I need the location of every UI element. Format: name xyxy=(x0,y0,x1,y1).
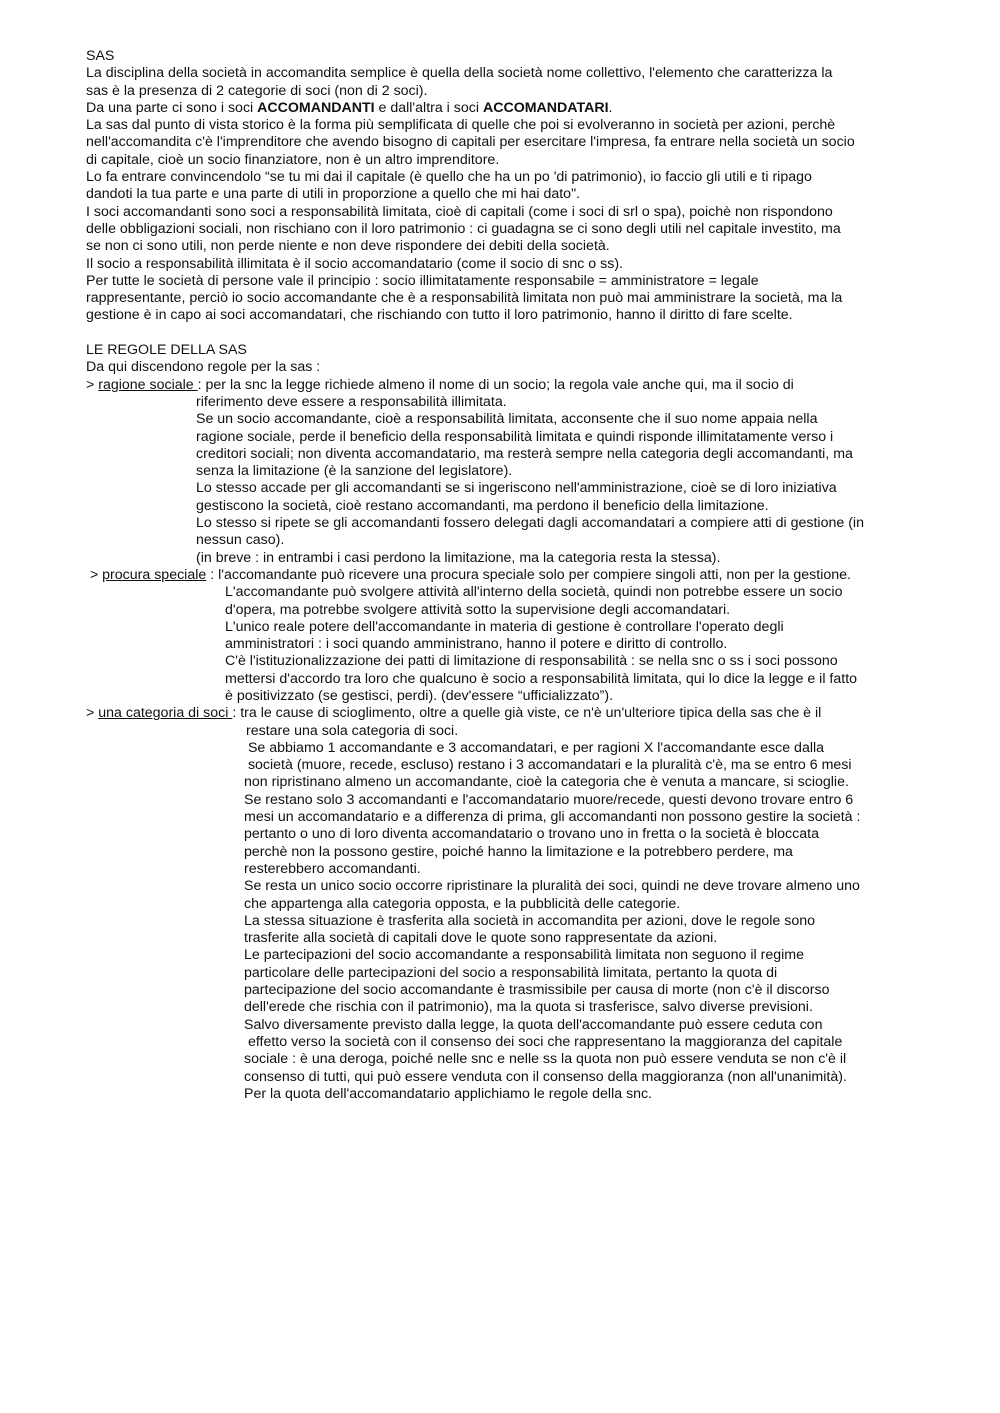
rule-text: : l'accomandante può ricevere una procura speciale solo per compiere singoli atti, non per la gestione. xyxy=(206,566,851,583)
indented-line: particolare delle partecipazioni del socio a responsabilità limitata, pertanto la quota di xyxy=(244,964,778,981)
indented-line: sociale : è una deroga, poiché nelle snc e nelle ss la quota non può essere venduta se non c'è il xyxy=(244,1051,847,1068)
paragraph-line: I soci accomandanti sono soci a responsabilità limitata, cioè di capitali (come i soci di srl o spa), poichè non rispondono xyxy=(86,203,833,220)
indented-line: Salvo diversamente previsto dalla legge, la quota dell'accomandante può essere ceduta con xyxy=(244,1016,823,1033)
paragraph-line: se non ci sono utili, non perde niente e non deve rispondere dei debiti della società. xyxy=(86,238,610,255)
text-fragment: Da una parte ci sono i soci xyxy=(86,99,258,116)
blank-line xyxy=(86,325,916,342)
indented-line: non ripristinano almeno un accomandante, cioè la categoria che è venuta a mancare, si scioglie. xyxy=(244,774,849,791)
indented-line: Se restano solo 3 accomandanti e l'accomandatario muore/recede, questi devono trovare entro 6 xyxy=(244,791,854,808)
rule-ragione-sociale xyxy=(86,377,916,394)
rule-marker: > xyxy=(86,566,103,583)
indented-line: resterebbero accomandanti. xyxy=(244,860,421,877)
rule-text: : tra le cause di scioglimento, oltre a quelle già viste, ce n'è un'ulteriore tipica della sas che è il xyxy=(232,705,822,722)
rule-text: : per la snc la legge richiede almeno il nome di un socio; la regola vale anche qui, ma il socio di xyxy=(197,376,794,393)
paragraph-line: Il socio a responsabilità illimitata è il socio accomandatario (come il socio di snc o ss). xyxy=(86,255,623,272)
paragraph-line: delle obbligazioni sociali, non rischiano con il loro patrimonio : ci guadagna se ci sono degli utili nel capitale investito, ma xyxy=(86,220,841,237)
indented-line: gestiscono la società, cioè restano accomandanti, ma perdono il beneficio della limitazione. xyxy=(196,497,769,514)
indented-line: C'è l'istituzionalizzazione dei patti di limitazione di responsabilità : se nella snc o ss i soci possono xyxy=(225,653,838,670)
indented-line: Lo stesso accade per gli accomandanti se si ingeriscono nell'amministrazione, cioè se di loro iniziativa xyxy=(196,480,837,497)
indented-line: pertanto o uno di loro diventa accomandatario o trovano uno in fretta o la società è bloccata xyxy=(244,826,819,843)
indented-line: ragione sociale, perde il beneficio della responsabilità limitata e quindi risponde illimitatamente verso i xyxy=(196,428,834,445)
bold-term-accomandanti: ACCOMANDANTI xyxy=(257,99,375,116)
paragraph-line: sas è la presenza di 2 categorie di soci (non di 2 soci). xyxy=(86,82,428,99)
indented-line: La stessa situazione è trasferita alla società in accomandita per azioni, dove le regole sono xyxy=(244,912,815,929)
indented-line: effetto verso la società con il consenso dei soci che rappresentano la maggioranza del capitale xyxy=(244,1033,843,1050)
paragraph-line: gestione è in capo ai soci accomandatari, che rischiando con tutto il loro patrimonio, hanno il diritto di fare scelte. xyxy=(86,307,793,324)
rule-label-procura-speciale: procura speciale xyxy=(102,566,207,583)
rule-label-una-categoria: una categoria di soci xyxy=(98,705,233,722)
indented-line: Le partecipazioni del socio accomandante a responsabilità limitata non seguono il regime xyxy=(244,947,804,964)
section-intro: Da qui discendono regole per la sas : xyxy=(86,359,321,376)
bold-term-accomandatari: ACCOMANDATARI xyxy=(482,99,609,116)
section-title-sas: SAS xyxy=(86,48,115,64)
document-page xyxy=(86,48,916,1103)
paragraph-line: La disciplina della società in accomandita semplice è quella della società nome collettivo, l'elemento che caratterizza la xyxy=(86,65,833,82)
indented-line: restare una sola categoria di soci. xyxy=(246,722,459,739)
rule-marker: > xyxy=(86,705,99,722)
indented-line: perchè non la possono gestire, poiché hanno la limitazione e la potrebbero perdere, ma xyxy=(244,843,793,860)
paragraph-line: Lo fa entrare convincendolo “se tu mi dai il capitale (è quello che ha un po 'di patrimonio), io faccio gli utili e ti ripago xyxy=(86,169,812,186)
rule-una-categoria xyxy=(86,705,916,722)
indented-line: L'unico reale potere dell'accomandante in materia di gestione è controllare l'operato degli xyxy=(225,618,784,635)
indented-line: partecipazione del socio accomandante è trasmissibile per causa di morte (non c'è il discorso xyxy=(244,982,830,999)
paragraph-line: dandoti la tua parte e una parte di utili in proporzione a quello che mi hai dato". xyxy=(86,186,581,203)
paragraph-line-categories xyxy=(86,100,916,117)
rule-marker: > xyxy=(86,376,99,393)
paragraph-line: La sas dal punto di vista storico è la forma più semplificata di quelle che poi si evolveranno in società per azioni, perchè xyxy=(86,117,836,134)
section-title-regole: LE REGOLE DELLA SAS xyxy=(86,342,247,359)
indented-line: Lo stesso si ripete se gli accomandanti fossero delegati dagli accomandatari a compiere atti di gestione (in xyxy=(196,515,864,532)
indented-line: trasferite alla società di capitali dove le quote sono rappresentate da azioni. xyxy=(244,930,718,947)
indented-line: Se un socio accomandante, cioè a responsabilità limitata, acconsente che il suo nome appaia nella xyxy=(196,411,818,428)
text-fragment: . xyxy=(608,99,613,116)
indented-line: Per la quota dell'accomandatario applichiamo le regole della snc. xyxy=(244,1085,653,1102)
indented-line: Se abbiamo 1 accomandante e 3 accomandatari, e per ragioni X l'accomandante esce dalla xyxy=(244,739,825,756)
indented-line: che appartenga alla categoria opposta, e la pubblicità delle categorie. xyxy=(244,895,681,912)
paragraph-line: Per tutte le società di persone vale il principio : socio illimitatamente responsabile = amministratore = legale xyxy=(86,272,759,289)
paragraph-line: rappresentante, perciò io socio accomandante che è a responsabilità limitata non può mai amministrare la società, ma la xyxy=(86,290,843,307)
indented-line: nessun caso). xyxy=(196,532,285,549)
indented-line: mesi un accomandatario e a differenza di prima, gli accomandanti non possono gestire la società : xyxy=(244,809,861,826)
paragraph-line: di capitale, cioè un socio finanziatore, non è un altro imprenditore. xyxy=(86,151,500,168)
indented-line: consenso di tutti, qui può essere venduta con il consenso della maggioranza (non all'unanimità). xyxy=(244,1068,847,1085)
indented-line: mettersi d'accordo tra loro che qualcuno è socio a responsabilità limitata, qui lo dice la legge e il fatto xyxy=(225,670,858,687)
rule-label-ragione-sociale: ragione sociale xyxy=(98,376,198,393)
indented-line: società (muore, recede, escluso) restano i 3 accomandatari e la pluralità c'è, ma se entro 6 mesi xyxy=(244,757,852,774)
indented-line: riferimento deve essere a responsabilità illimitata. xyxy=(196,393,507,410)
text-fragment: e dall'altra i soci xyxy=(374,99,483,116)
indented-line: (in breve : in entrambi i casi perdono la limitazione, ma la categoria resta la stessa). xyxy=(196,549,721,566)
indented-line: è positivizzato (se gestisci, perdi). (dev'essere “ufficializzato”). xyxy=(225,687,614,704)
rule-procura-speciale xyxy=(86,567,916,584)
indented-line: L'accomandante può svolgere attività all'interno della società, quindi non potrebbe essere un socio xyxy=(225,584,843,601)
paragraph-line: nell'accomandita c'è l'imprenditore che avendo bisogno di capitali per esercitare l'impresa, fa entrare nella società un socio xyxy=(86,134,855,151)
indented-line: amministratori : i soci quando amministrano, hanno il potere e diritto di controllo. xyxy=(225,636,728,653)
indented-line: senza la limitazione (è la sanzione del legislatore). xyxy=(196,463,513,480)
indented-line: creditori sociali; non diventa accomandatario, ma resterà sempre nella categoria degli accomandanti, ma xyxy=(196,445,853,462)
indented-line: dell'erede che rischia con il patrimonio), ma la quota si trasferisce, salvo diverse previsioni. xyxy=(244,999,813,1016)
indented-line: Se resta un unico socio occorre ripristinare la pluralità dei soci, quindi ne deve trovare almeno uno xyxy=(244,878,860,895)
indented-line: d'opera, ma potrebbe svolgere attività sotto la supervisione degli accomandatari. xyxy=(225,601,731,618)
